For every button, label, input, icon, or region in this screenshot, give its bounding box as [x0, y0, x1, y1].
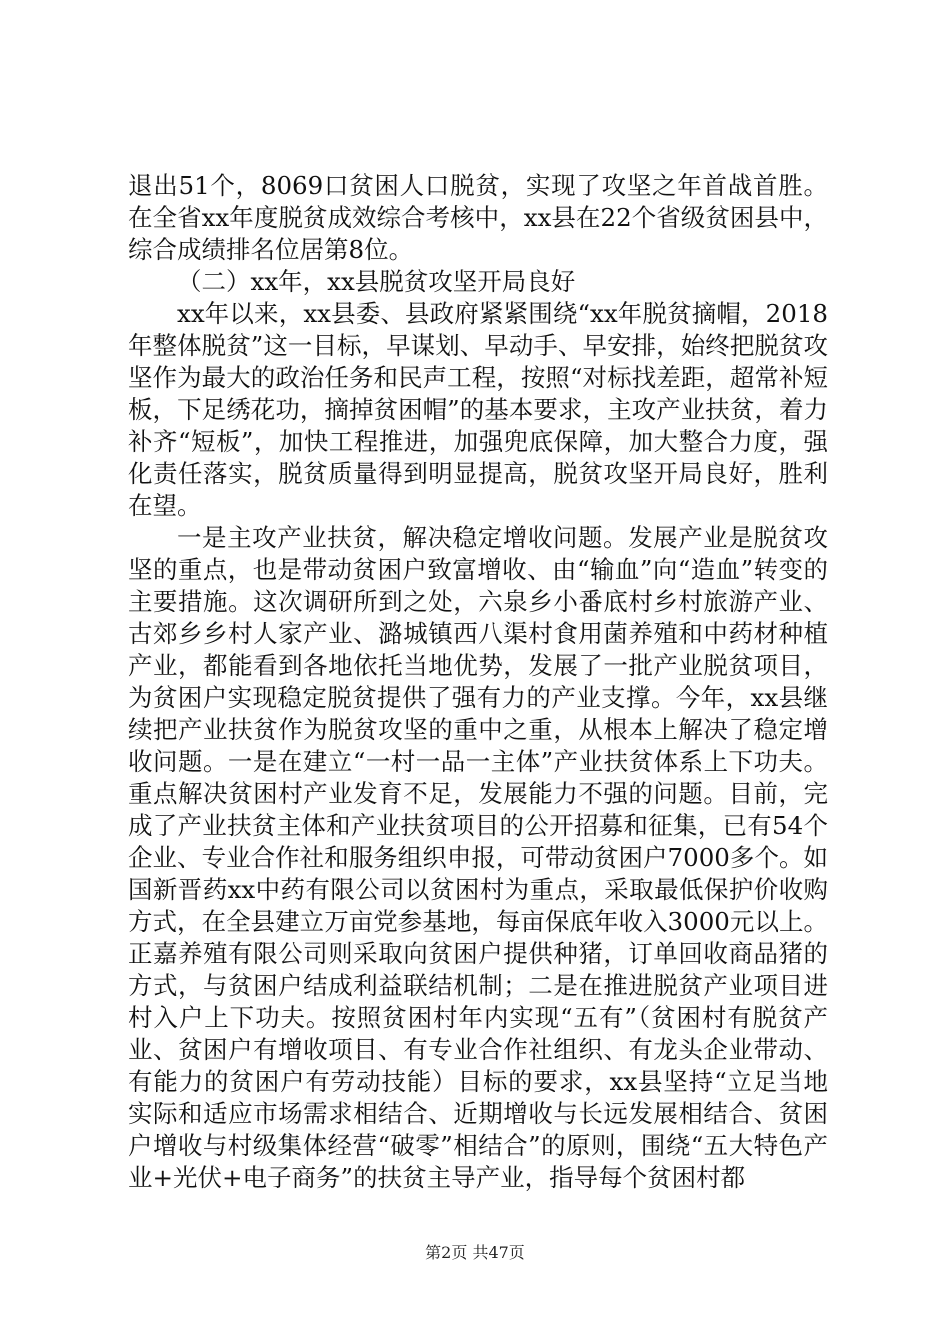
- paragraph-industry-poverty-alleviation: 一是主攻产业扶贫，解决稳定增收问题。发展产业是脱贫攻坚的重点，也是带动贫困户致富增收、由“输血”向“造血”转变的主要措施。这次调研所到之处，六泉乡小番底村乡村旅游产业、古郊乡乡村人家产业、潞城镇西八渠村食用菌养殖和中药材种植产业，都能看到各地依托当地优势，发展了一批产业脱贫项目，为贫困户实现稳定脱贫提供了强有力的产业支撑。今年，xx县继续把产业扶贫作为脱贫攻坚的重中之重，从根本上解决了稳定增收问题。一是在建立“一村一品一主体”产业扶贫体系上下功夫。重点解决贫困村产业发育不足，发展能力不强的问题。目前，完成了产业扶贫主体和产业扶贫项目的公开招募和征集，已有54个企业、专业合作社和服务组织申报，可带动贫困户7000多个。如国新晋药xx中药有限公司以贫困村为重点，采取最低保护价收购方式，在全县建立万亩党参基地，每亩保底年收入3000元以上。正嘉养殖有限公司则采取向贫困户提供种猪，订单回收商品猪的方式，与贫困户结成利益联结机制；二是在推进脱贫产业项目进村入户上下功夫。按照贫困村年内实现“五有”（贫困村有脱贫产业、贫困户有增收项目、有专业合作社组织、有龙头企业带动、有能力的贫困户有劳动技能）目标的要求，xx县坚持“立足当地实际和适应市场需求相结合、近期增收与长远发展相结合、贫困户增收与村级集体经营“破零”相结合”的原则，围绕“五大特色产业+光伏+电子商务”的扶贫主导产业，指导每个贫困村都: [128, 523, 828, 1192]
- document-body: [128, 170, 828, 1194]
- page-footer: 第2页 共47页: [425, 1243, 525, 1262]
- section-heading: （二）xx年，xx县脱贫攻坚开局良好: [177, 267, 576, 296]
- paragraph-overview: xx年以来，xx县委、县政府紧紧围绕“xx年脱贫摘帽，2018年整体脱贫”这一目标，早谋划、早动手、早安排，始终把脱贫攻坚作为最大的政治任务和民声工程，按照“对标找差距，超常补短板，下足绣花功，摘掉贫困帽”的基本要求，主攻产业扶贫，着力补齐“短板”，加快工程推进，加强兜底保障，加大整合力度，强化责任落实，脱贫质量得到明显提高，脱贫攻坚开局良好，胜利在望。: [128, 299, 828, 520]
- paragraph-continuation: 退出51个，8069口贫困人口脱贫，实现了攻坚之年首战首胜。在全省xx年度脱贫成效综合考核中，xx县在22个省级贫困县中，综合成绩排名位居第8位。: [128, 171, 828, 264]
